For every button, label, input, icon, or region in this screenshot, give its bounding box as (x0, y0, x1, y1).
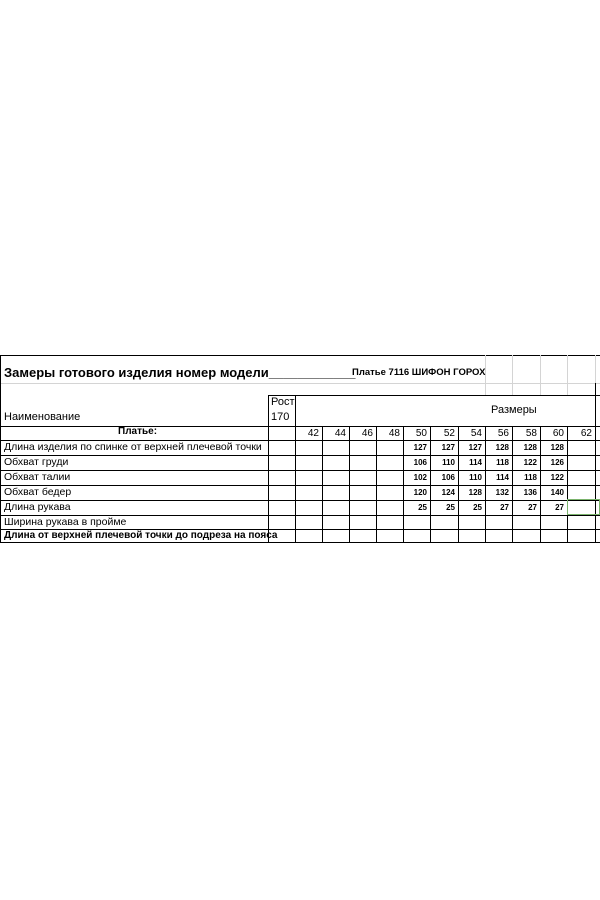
measurement-value[interactable]: 106 (441, 473, 455, 482)
sheet-title (4, 366, 356, 379)
measurement-value[interactable]: 110 (442, 458, 455, 467)
spreadsheet-table (0, 355, 600, 543)
row-label: Длина рукава (4, 501, 71, 513)
grid-line (0, 355, 1, 543)
size-62: 62 (580, 428, 592, 439)
row-label: Длина от верхней плечевой точки до подреза на пояса (4, 530, 278, 541)
measurement-value[interactable]: 25 (446, 503, 455, 512)
measurement-value[interactable]: 128 (468, 488, 482, 497)
measurement-value[interactable]: 110 (469, 473, 482, 482)
model-name: Платье 7116 ШИФОН ГОРОХ (352, 367, 486, 378)
measurement-value[interactable]: 122 (550, 473, 564, 482)
size-48: 48 (388, 428, 400, 439)
grid-line (0, 355, 600, 356)
grid-line (512, 355, 513, 395)
measurement-value[interactable]: 106 (413, 458, 427, 467)
measurement-value[interactable]: 27 (500, 503, 509, 512)
grid-line (595, 383, 596, 426)
size-52: 52 (443, 428, 455, 439)
measurement-value[interactable]: 132 (495, 488, 509, 497)
measurement-value[interactable]: 127 (441, 443, 455, 452)
height-value: 170 (271, 411, 290, 423)
size-46: 46 (361, 428, 373, 439)
grid-line (0, 485, 600, 486)
grid-line (0, 500, 600, 501)
row-label: Обхват бедер (4, 486, 72, 498)
measurement-value[interactable]: 127 (413, 443, 427, 452)
grid-line (0, 383, 600, 384)
grid-line (595, 426, 596, 543)
grid-line (0, 470, 600, 471)
size-50: 50 (415, 428, 427, 439)
group-label: Платье: (118, 426, 158, 437)
measurement-value[interactable]: 128 (523, 443, 537, 452)
grid-line (0, 542, 600, 543)
size-56: 56 (497, 428, 509, 439)
grid-line (376, 426, 377, 543)
measurement-value[interactable]: 122 (523, 458, 537, 467)
measurement-value[interactable]: 114 (469, 458, 482, 467)
measurement-value[interactable]: 27 (555, 503, 564, 512)
size-60: 60 (552, 428, 564, 439)
measurement-value[interactable]: 136 (523, 488, 537, 497)
measurement-value[interactable]: 128 (550, 443, 564, 452)
grid-line (540, 355, 541, 395)
measurement-value[interactable]: 25 (473, 503, 482, 512)
height-label: Рост (271, 396, 295, 408)
grid-line (567, 426, 568, 543)
sizes-header: Размеры (491, 404, 537, 416)
grid-line (322, 426, 323, 543)
grid-line (0, 455, 600, 456)
name-header: Наименование (4, 411, 81, 423)
row-label: Ширина рукава в пройме (4, 516, 127, 528)
row-label: Обхват груди (4, 456, 69, 468)
title-underline: ____________ (268, 365, 356, 380)
measurement-value[interactable]: 118 (496, 458, 509, 467)
grid-line (268, 395, 600, 396)
measurement-value[interactable]: 126 (550, 458, 564, 467)
grid-line (268, 395, 269, 543)
grid-line (567, 355, 568, 395)
measurement-value[interactable]: 140 (550, 488, 564, 497)
grid-line (0, 426, 600, 427)
measurement-value[interactable]: 127 (468, 443, 482, 452)
row-label: Обхват талии (4, 471, 71, 483)
selected-cell[interactable] (567, 499, 600, 515)
size-44: 44 (334, 428, 346, 439)
measurement-value[interactable]: 114 (496, 473, 509, 482)
measurement-value[interactable]: 102 (413, 473, 427, 482)
size-58: 58 (525, 428, 537, 439)
row-label: Длина изделия по спинке от верхней плечевой точки (4, 441, 262, 453)
grid-line (295, 395, 296, 543)
title-text: Замеры готового изделия номер модели (4, 365, 269, 380)
measurement-value[interactable]: 120 (413, 488, 427, 497)
measurement-value[interactable]: 128 (495, 443, 509, 452)
grid-line (349, 426, 350, 543)
measurement-value[interactable]: 118 (524, 473, 537, 482)
measurement-value[interactable]: 124 (441, 488, 455, 497)
size-42: 42 (307, 428, 319, 439)
measurement-value[interactable]: 27 (528, 503, 537, 512)
measurement-value[interactable]: 25 (418, 503, 427, 512)
size-54: 54 (470, 428, 482, 439)
